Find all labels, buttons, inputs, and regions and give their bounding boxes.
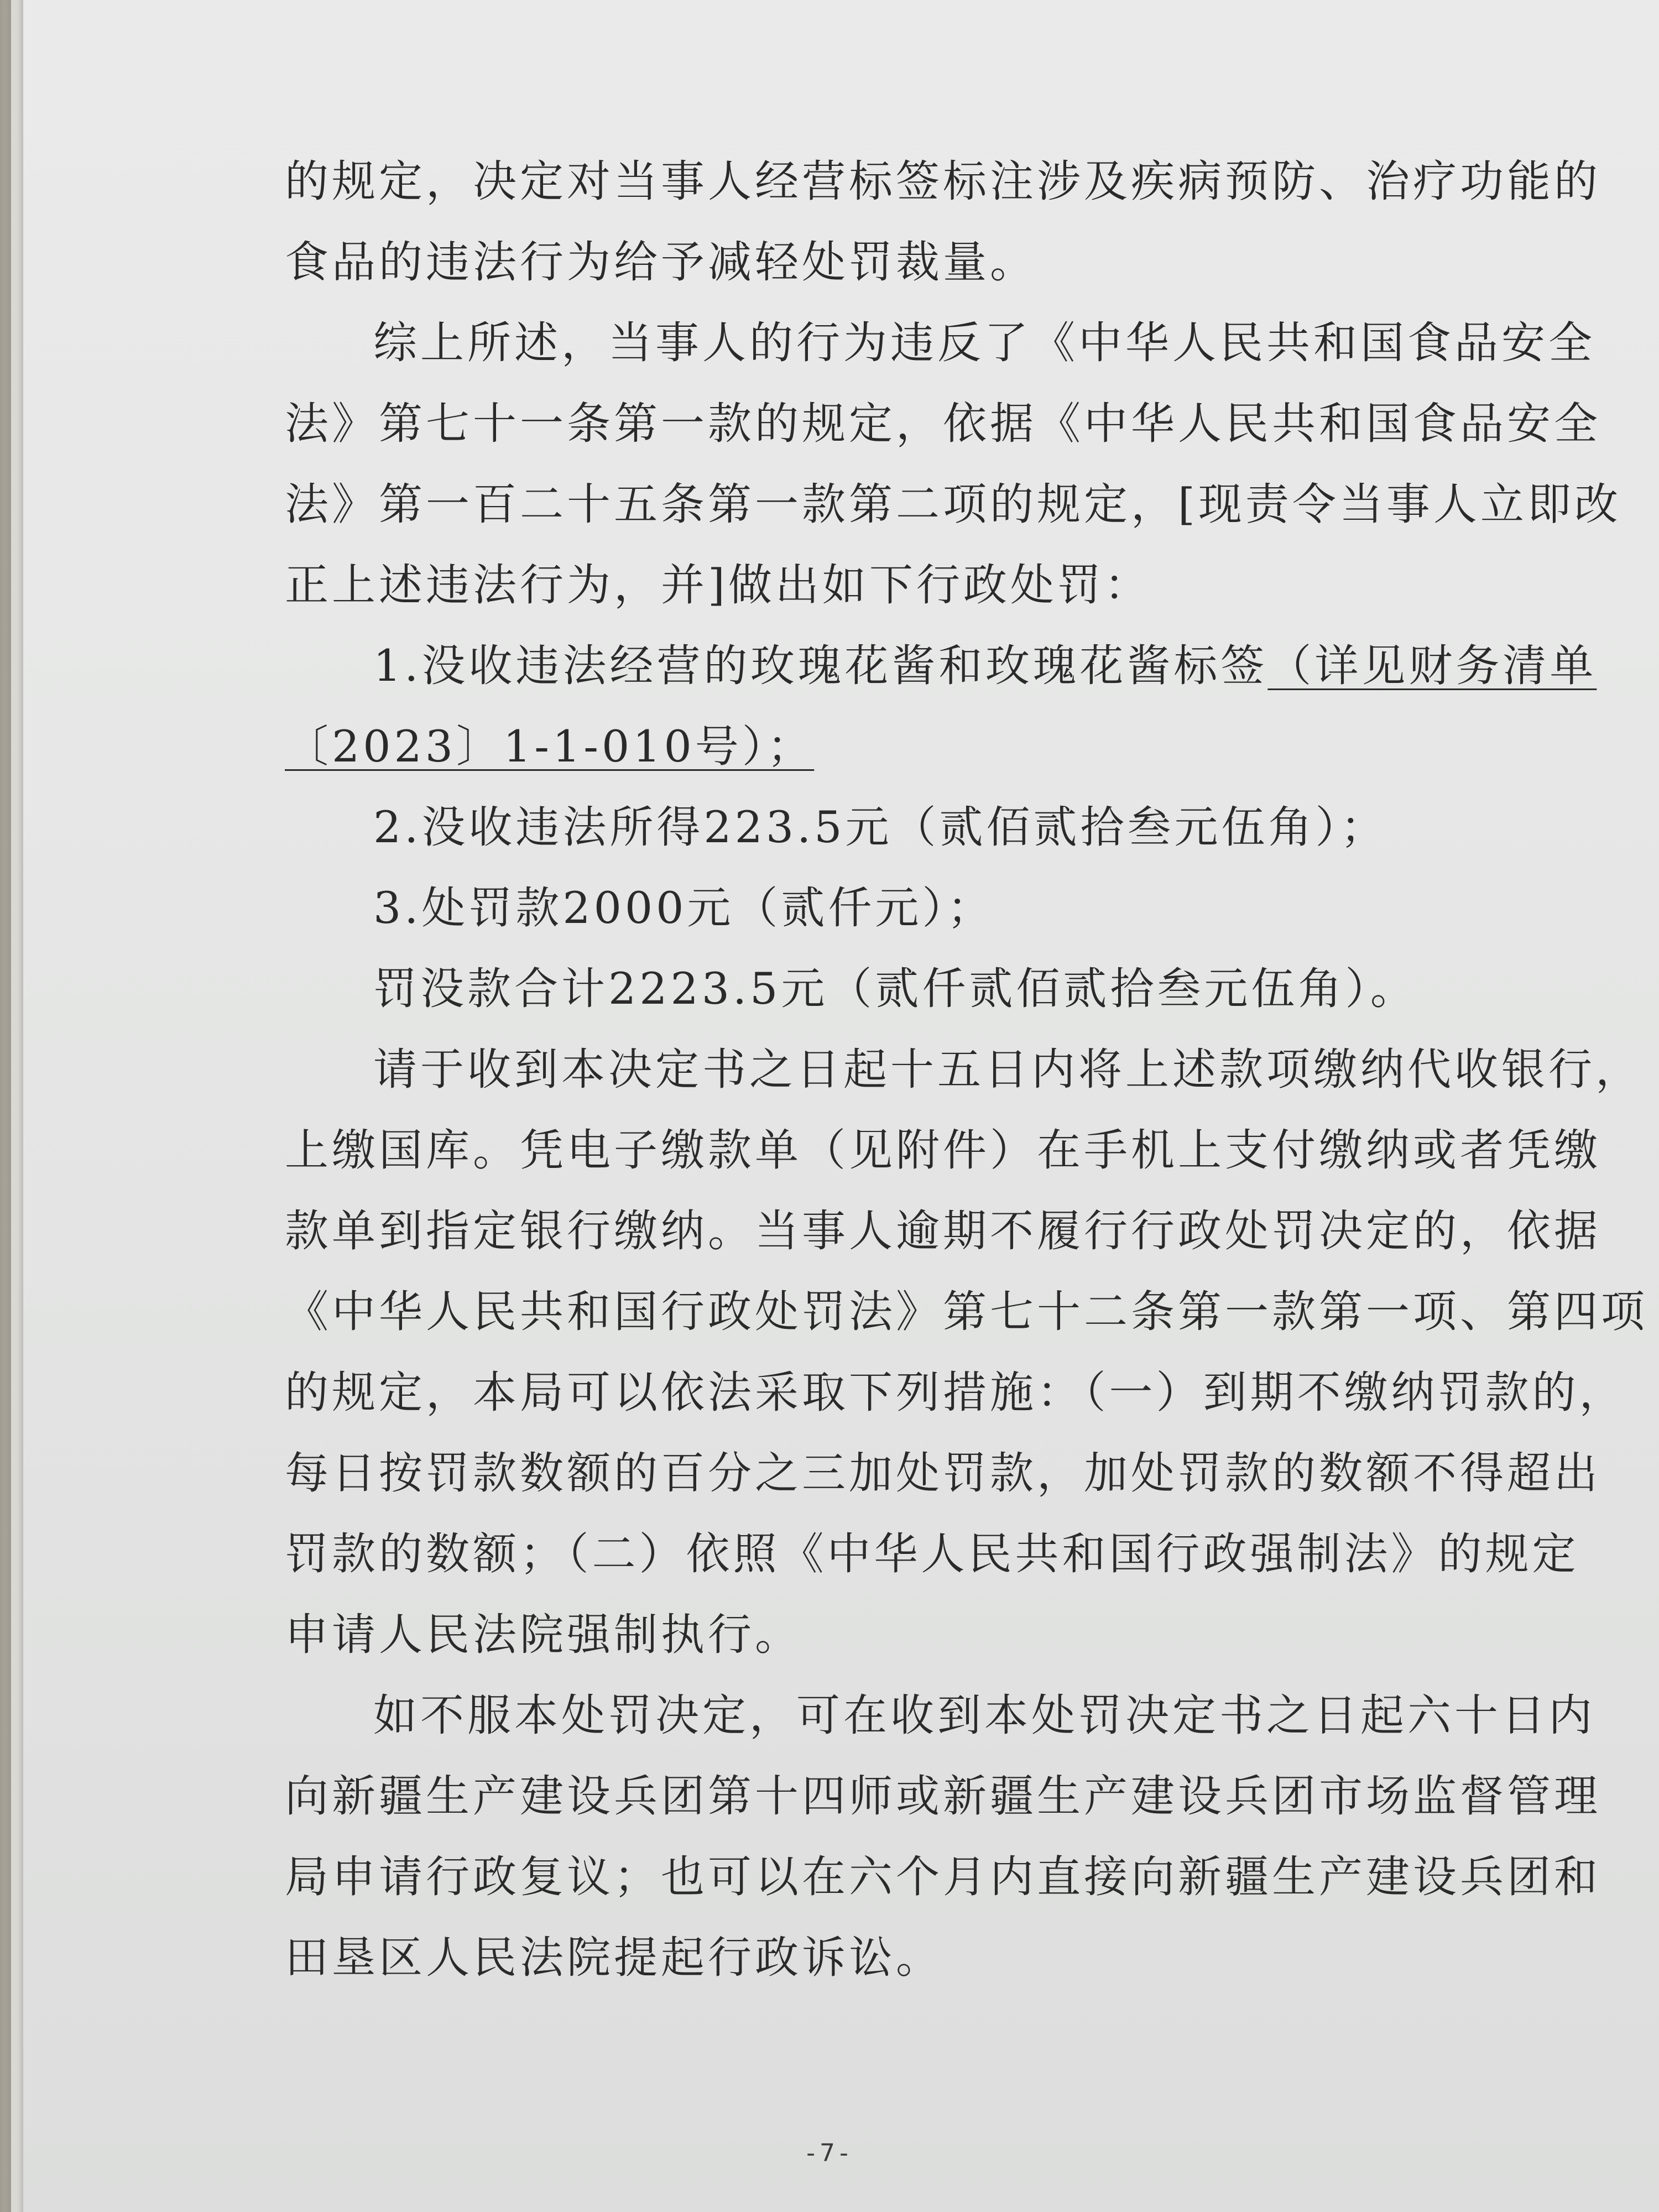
paragraph-start-line: 如不服本处罚决定，可在收到本处罚决定书之日起六十日内 <box>373 1690 1595 1741</box>
text-line: 的规定，决定对当事人经营标签标注涉及疾病预防、治疗功能的 <box>285 156 1601 207</box>
text-line: 田垦区人民法院提起行政诉讼。 <box>285 1932 943 1983</box>
text-line: 局申请行政复议；也可以在六个月内直接向新疆生产建设兵团和 <box>285 1851 1601 1902</box>
paragraph-start-line: 综上所述，当事人的行为违反了《中华人民共和国食品安全 <box>373 317 1595 368</box>
text-line: 法》第七十一条第一款的规定，依据《中华人民共和国食品安全 <box>285 398 1601 449</box>
paragraph-start-line: 请于收到本决定书之日起十五日内将上述款项缴纳代收银行， <box>373 1044 1642 1095</box>
financial-list-number: 〔2023〕1-1-010号）； <box>285 721 815 772</box>
page-number: -7- <box>806 2139 853 2167</box>
penalty-item-1-text: 1.没收违法经营的玫瑰花酱和玫瑰花酱标签 <box>373 640 1268 691</box>
text-line: 每日按罚款数额的百分之三加处罚款，加处罚款的数额不得超出 <box>285 1448 1601 1499</box>
text-line: 款单到指定银行缴纳。当事人逾期不履行行政处罚决定的，依据 <box>285 1206 1601 1256</box>
text-line: 上缴国库。凭电子缴款单（见附件）在手机上支付缴纳或者凭缴 <box>285 1125 1601 1176</box>
text-line: 向新疆生产建设兵团第十四师或新疆生产建设兵团市场监督管理 <box>285 1771 1601 1822</box>
penalty-item-1-continuation <box>285 706 1582 787</box>
penalty-item-1 <box>285 625 1597 706</box>
text-line: 申请人民法院强制执行。 <box>285 1609 802 1660</box>
financial-list-reference: （详见财务清单 <box>1267 640 1597 691</box>
text-line: 法》第一百二十五条第一款第二项的规定，[现责令当事人立即改 <box>285 479 1621 530</box>
text-line: 的规定，本局可以依法采取下列措施：（一）到期不缴纳罚款的， <box>285 1367 1626 1418</box>
text-line: 罚款的数额；（二）依照《中华人民共和国行政强制法》的规定 <box>285 1528 1579 1579</box>
text-line: 《中华人民共和国行政处罚法》第七十二条第一款第一项、第四项 <box>285 1286 1648 1337</box>
text-line: 食品的违法行为给予减轻处罚裁量。 <box>285 237 1037 288</box>
penalty-item-2: 2.没收违法所得223.5元（贰佰贰拾叁元伍角）； <box>373 802 1388 853</box>
document-body <box>285 141 1648 1998</box>
penalty-total: 罚没款合计2223.5元（贰仟贰佰贰拾叁元伍角）。 <box>373 963 1417 1014</box>
penalty-item-3: 3.处罚款2000元（贰仟元）； <box>373 883 994 933</box>
text-line: 正上述违法行为，并]做出如下行政处罚： <box>285 560 1151 611</box>
